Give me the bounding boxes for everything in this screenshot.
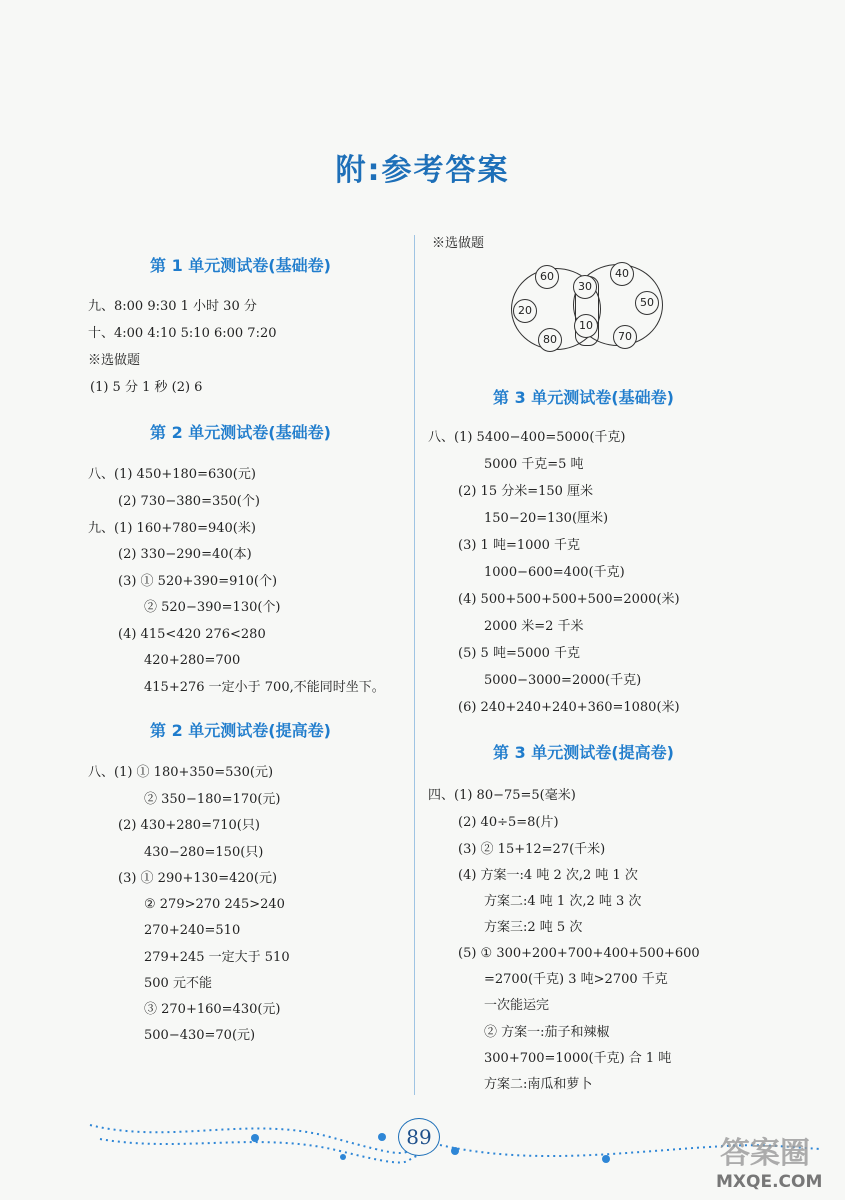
section-heading: 第 2 单元测试卷(基础卷) <box>150 423 331 442</box>
answer-line: 430−280=150(只) <box>144 845 264 860</box>
answer-line: 279+245 一定大于 510 <box>144 950 290 965</box>
node-50: 50 <box>635 291 659 315</box>
answer-line: 一次能运完 <box>484 998 550 1013</box>
answer-line: 九、8:00 9:30 1 小时 30 分 <box>88 299 257 314</box>
answer-line: 420+280=700 <box>144 653 241 668</box>
answer-line: ※选做题 <box>88 353 141 368</box>
node-60: 60 <box>535 265 559 289</box>
answer-line: 八、(1) 450+180=630(元) <box>88 467 256 482</box>
answer-line: 500 元不能 <box>144 976 212 991</box>
page-title: 附:参考答案 <box>335 153 510 188</box>
answer-line: (5) 5 吨=5000 千克 <box>458 646 581 661</box>
section-heading: 第 1 单元测试卷(基础卷) <box>150 256 331 275</box>
node-30: 30 <box>573 275 597 299</box>
watermark-logo: 答案圈 <box>720 1136 810 1171</box>
answer-line: 2000 米=2 千米 <box>484 619 584 634</box>
answer-line: (3) ① 520+390=910(个) <box>118 574 278 589</box>
answer-line: (4) 500+500+500+500=2000(米) <box>458 592 680 607</box>
answer-line: (3) ② 15+12=27(千米) <box>458 842 606 857</box>
section-heading: 第 3 单元测试卷(基础卷) <box>493 388 674 407</box>
answer-line: 八、(1) ① 180+350=530(元) <box>88 765 274 780</box>
answer-line: 500−430=70(元) <box>144 1028 256 1043</box>
answer-line: ② 279>270 245>240 <box>144 897 285 912</box>
answer-line: 九、(1) 160+780=940(米) <box>88 521 256 536</box>
answer-line: 四、(1) 80−75=5(毫米) <box>428 788 576 803</box>
answer-line: (4) 方案一:4 吨 2 次,2 吨 1 次 <box>458 868 638 883</box>
answer-line: ※选做题 <box>432 236 485 251</box>
watermark-url: MXQE.COM <box>716 1172 823 1192</box>
answer-line: 十、4:00 4:10 5:10 6:00 7:20 <box>88 326 277 341</box>
answer-line: ③ 270+160=430(元) <box>144 1002 281 1017</box>
answer-line: (2) 15 分米=150 厘米 <box>458 484 594 499</box>
answer-line: (1) 5 分 1 秒 (2) 6 <box>90 380 203 395</box>
answer-line: (3) 1 吨=1000 千克 <box>458 538 581 553</box>
page-number: 89 <box>398 1118 440 1156</box>
answer-line: =2700(千克) 3 吨>2700 千克 <box>484 972 668 987</box>
answer-line: 150−20=130(厘米) <box>484 511 609 526</box>
node-40: 40 <box>610 262 634 286</box>
answer-line: (5) ① 300+200+700+400+500+600 <box>458 946 700 961</box>
answer-line: (4) 415<420 276<280 <box>118 627 266 642</box>
answer-line: 270+240=510 <box>144 923 241 938</box>
answer-line: 300+700=1000(千克) 合 1 吨 <box>484 1051 672 1066</box>
column-divider <box>414 235 415 1095</box>
answer-line: (2) 730−380=350(个) <box>118 494 260 509</box>
answer-line: (6) 240+240+240+360=1080(米) <box>458 700 680 715</box>
circle-diagram <box>505 262 665 352</box>
section-heading: 第 3 单元测试卷(提高卷) <box>493 743 674 762</box>
answer-line: 1000−600=400(千克) <box>484 565 625 580</box>
section-heading: 第 2 单元测试卷(提高卷) <box>150 721 331 740</box>
answer-line: 方案二:南瓜和萝卜 <box>484 1077 593 1092</box>
answer-line: 5000 千克=5 吨 <box>484 457 584 472</box>
answer-line: 415+276 一定小于 700,不能同时坐下。 <box>144 680 385 695</box>
answer-line: 方案二:4 吨 1 次,2 吨 3 次 <box>484 894 642 909</box>
answer-line: (2) 40÷5=8(片) <box>458 815 559 830</box>
node-70: 70 <box>613 325 637 349</box>
answer-line: ② 方案一:茄子和辣椒 <box>484 1025 610 1040</box>
answer-line: (3) ① 290+130=420(元) <box>118 871 278 886</box>
node-10: 10 <box>574 314 598 338</box>
node-20: 20 <box>513 299 537 323</box>
answer-line: (2) 330−290=40(本) <box>118 547 252 562</box>
answer-line: ② 520−390=130(个) <box>144 600 281 615</box>
answer-line: ② 350−180=170(元) <box>144 792 281 807</box>
node-80: 80 <box>538 328 562 352</box>
answer-line: (2) 430+280=710(只) <box>118 818 260 833</box>
answer-line: 方案三:2 吨 5 次 <box>484 920 583 935</box>
answer-line: 八、(1) 5400−400=5000(千克) <box>428 430 626 445</box>
answer-line: 5000−3000=2000(千克) <box>484 673 642 688</box>
